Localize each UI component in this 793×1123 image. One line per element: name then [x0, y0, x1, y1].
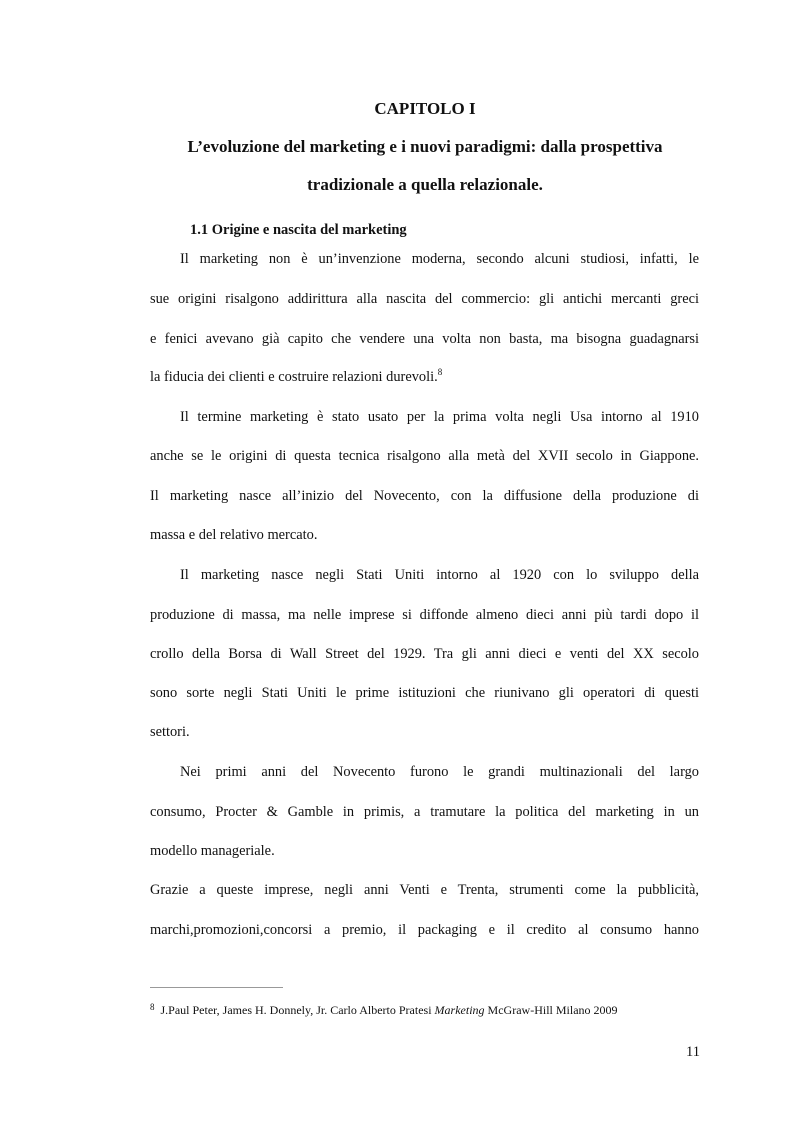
page-number: 11	[686, 1044, 700, 1060]
paragraph-line: anche se le origini di questa tecnica risalgono alla metà del XVII secolo in Giappone.	[150, 448, 699, 464]
paragraph-line-text: la fiducia dei clienti e costruire relazioni durevoli.	[150, 369, 438, 385]
footnote	[150, 998, 618, 1019]
paragraph-line: modello manageriale.	[150, 843, 275, 859]
footnote-separator	[150, 987, 283, 988]
paragraph-line: settori.	[150, 724, 190, 740]
chapter-title-line-2: tradizionale a quella relazionale.	[307, 175, 543, 194]
footnote-authors: J.Paul Peter, James H. Donnely, Jr. Carlo Alberto Pratesi	[160, 1003, 432, 1017]
paragraph-line: sono sorte negli Stati Uniti le prime istituzioni che riunivano gli operatori di questi	[150, 685, 699, 701]
footnote-publisher: McGraw-Hill Milano 2009	[487, 1003, 618, 1017]
paragraph-line: massa e del relativo mercato.	[150, 527, 318, 543]
paragraph-line: Il marketing non è un’invenzione moderna, secondo alcuni studiosi, infatti, le	[180, 251, 699, 267]
paragraph-line: Grazie a queste imprese, negli anni Venti e Trenta, strumenti come la pubblicità,	[150, 882, 699, 898]
chapter-number: CAPITOLO I	[374, 99, 476, 118]
paragraph-line: Il marketing nasce all’inizio del Novecento, con la diffusione della produzione di	[150, 488, 699, 504]
paragraph-line: e fenici avevano già capito che vendere una volta non basta, ma bisogna guadagnarsi	[150, 331, 699, 347]
paragraph-line: sue origini risalgono addirittura alla nascita del commercio: gli antichi mercanti greci	[150, 291, 699, 307]
footnote-title: Marketing	[434, 1003, 485, 1017]
paragraph-line: crollo della Borsa di Wall Street del 1929. Tra gli anni dieci e venti del XX secolo	[150, 646, 699, 662]
paragraph-line-with-footnote	[150, 366, 699, 388]
paragraph-line: Il marketing nasce negli Stati Uniti intorno al 1920 con lo sviluppo della	[180, 567, 699, 583]
footnote-number: 8	[150, 1002, 155, 1012]
section-heading: 1.1 Origine e nascita del marketing	[190, 222, 407, 238]
paragraph-line: consumo, Procter & Gamble in primis, a tramutare la politica del marketing in un	[150, 804, 699, 820]
paragraph-line: marchi,promozioni,concorsi a premio, il packaging e il credito al consumo hanno	[150, 922, 699, 938]
paragraph-line: produzione di massa, ma nelle imprese si diffonde almeno dieci anni più tardi dopo il	[150, 607, 699, 623]
paragraph-line: Nei primi anni del Novecento furono le grandi multinazionali del largo	[180, 764, 699, 780]
paragraph-line: Il termine marketing è stato usato per la prima volta negli Usa intorno al 1910	[180, 409, 699, 425]
chapter-heading	[150, 90, 700, 204]
chapter-title-line-1: L’evoluzione del marketing e i nuovi paradigmi: dalla prospettiva	[187, 137, 663, 156]
footnote-reference: 8	[437, 367, 443, 377]
